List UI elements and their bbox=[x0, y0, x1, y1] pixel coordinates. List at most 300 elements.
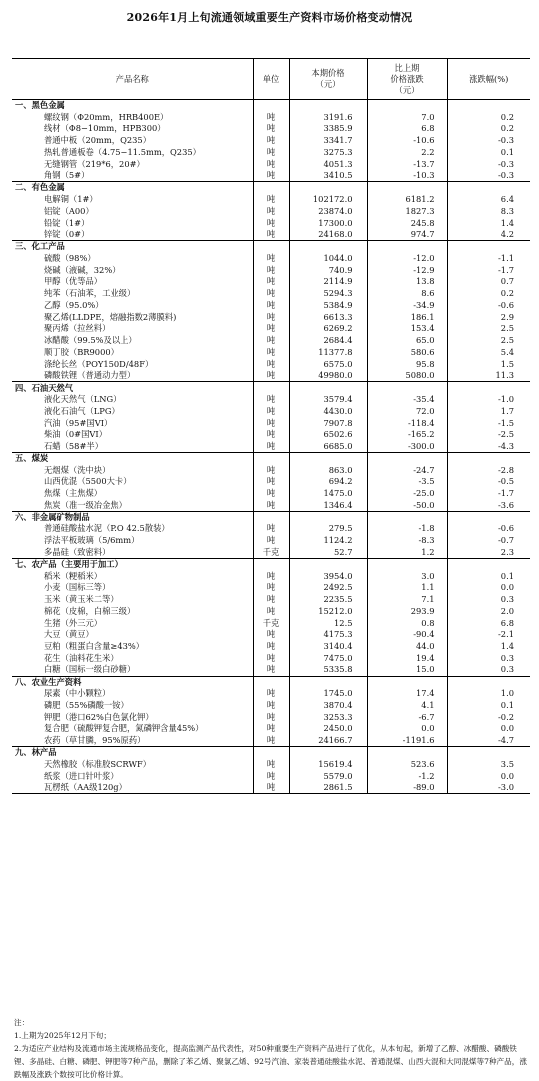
empty-cell bbox=[447, 182, 530, 194]
change-percent: -4.3 bbox=[447, 441, 530, 453]
unit: 吨 bbox=[253, 300, 289, 312]
product-name: 复合肥（硫酸钾复合肥，氮磷钾含量45%） bbox=[44, 723, 204, 734]
current-price: 49980.0 bbox=[289, 370, 367, 382]
change-percent: 0.3 bbox=[447, 652, 530, 664]
product-name: 聚乙烯(LLDPE，熔融指数2薄膜料) bbox=[44, 311, 177, 322]
unit: 吨 bbox=[253, 605, 289, 617]
current-price: 7475.0 bbox=[289, 652, 367, 664]
table-row bbox=[12, 194, 530, 206]
empty-cell bbox=[367, 100, 447, 112]
product-name: 山西优混（5500大卡） bbox=[44, 476, 132, 487]
table-row bbox=[12, 770, 530, 782]
current-price: 24166.7 bbox=[289, 735, 367, 747]
unit: 吨 bbox=[253, 417, 289, 429]
table-row bbox=[12, 347, 530, 359]
product-name: 普通中板（20mm，Q235） bbox=[44, 135, 152, 146]
table-row bbox=[12, 441, 530, 453]
table-row bbox=[12, 723, 530, 735]
change-percent: 0.3 bbox=[447, 664, 530, 676]
change-percent: 0.3 bbox=[447, 594, 530, 606]
product-name: 甲醇（优等品） bbox=[44, 276, 103, 287]
change-percent: -2.8 bbox=[447, 464, 530, 476]
current-price: 6269.2 bbox=[289, 323, 367, 335]
empty-cell bbox=[367, 558, 447, 570]
unit: 吨 bbox=[253, 782, 289, 794]
change-percent: -4.7 bbox=[447, 735, 530, 747]
table-row bbox=[12, 758, 530, 770]
price-change: -300.0 bbox=[367, 441, 447, 453]
current-price: 3341.7 bbox=[289, 135, 367, 147]
category-row bbox=[12, 452, 530, 464]
current-price: 279.5 bbox=[289, 523, 367, 535]
unit: 吨 bbox=[253, 723, 289, 735]
unit: 吨 bbox=[253, 770, 289, 782]
table-row bbox=[12, 370, 530, 382]
unit: 吨 bbox=[253, 652, 289, 664]
price-change: -89.0 bbox=[367, 782, 447, 794]
change-percent: 2.5 bbox=[447, 335, 530, 347]
table-row bbox=[12, 535, 530, 547]
empty-cell bbox=[253, 558, 289, 570]
unit: 千克 bbox=[253, 547, 289, 559]
price-change: 1.2 bbox=[367, 547, 447, 559]
price-change: 523.6 bbox=[367, 758, 447, 770]
unit: 吨 bbox=[253, 217, 289, 229]
category-row bbox=[12, 182, 530, 194]
product-name: 顺丁胶（BR9000） bbox=[44, 346, 119, 357]
unit: 千克 bbox=[253, 617, 289, 629]
current-price: 3275.3 bbox=[289, 147, 367, 159]
category-title: 二、有色金属 bbox=[12, 182, 253, 194]
price-change: 15.0 bbox=[367, 664, 447, 676]
product-name: 白糖（国标一级白砂糖） bbox=[44, 664, 136, 675]
price-change: -35.4 bbox=[367, 394, 447, 406]
product-name: 小麦（国标三等） bbox=[44, 582, 111, 593]
price-change: -12.9 bbox=[367, 264, 447, 276]
product-name: 稻米（粳稻米） bbox=[44, 570, 103, 581]
unit: 吨 bbox=[253, 476, 289, 488]
change-percent: 6.8 bbox=[447, 617, 530, 629]
change-percent: 1.4 bbox=[447, 217, 530, 229]
price-change: 186.1 bbox=[367, 311, 447, 323]
change-percent: -0.3 bbox=[447, 158, 530, 170]
price-change: -1191.6 bbox=[367, 735, 447, 747]
unit: 吨 bbox=[253, 441, 289, 453]
unit: 吨 bbox=[253, 135, 289, 147]
price-change: 2.2 bbox=[367, 147, 447, 159]
current-price: 5384.9 bbox=[289, 300, 367, 312]
product-name: 柴油（0#国VI） bbox=[44, 429, 107, 440]
unit: 吨 bbox=[253, 629, 289, 641]
empty-cell bbox=[253, 676, 289, 688]
empty-cell bbox=[289, 747, 367, 759]
change-percent: -0.5 bbox=[447, 476, 530, 488]
table-row bbox=[12, 617, 530, 629]
unit: 吨 bbox=[253, 500, 289, 512]
empty-cell bbox=[447, 241, 530, 253]
current-price: 15212.0 bbox=[289, 605, 367, 617]
product-name: 生猪（外三元） bbox=[44, 617, 103, 628]
unit: 吨 bbox=[253, 664, 289, 676]
empty-cell bbox=[447, 511, 530, 523]
empty-cell bbox=[289, 382, 367, 394]
table-row bbox=[12, 252, 530, 264]
change-percent: 2.5 bbox=[447, 323, 530, 335]
price-change: 7.1 bbox=[367, 594, 447, 606]
price-change: -3.5 bbox=[367, 476, 447, 488]
header-name: 产品名称 bbox=[115, 73, 149, 84]
price-change: -118.4 bbox=[367, 417, 447, 429]
unit: 吨 bbox=[253, 394, 289, 406]
empty-cell bbox=[367, 676, 447, 688]
current-price: 23874.0 bbox=[289, 205, 367, 217]
change-percent: -0.3 bbox=[447, 170, 530, 182]
price-change: 974.7 bbox=[367, 229, 447, 241]
product-name: 螺纹钢（Φ20mm，HRB400E） bbox=[44, 111, 169, 122]
empty-cell bbox=[253, 452, 289, 464]
unit: 吨 bbox=[253, 147, 289, 159]
price-change: 44.0 bbox=[367, 641, 447, 653]
category-title: 八、农业生产资料 bbox=[12, 676, 253, 688]
product-name: 玉米（黄玉米二等） bbox=[44, 594, 119, 605]
table-row bbox=[12, 605, 530, 617]
table-row bbox=[12, 641, 530, 653]
product-name: 锌锭（0#） bbox=[44, 229, 90, 240]
product-name: 汽油（95#国VI） bbox=[44, 417, 113, 428]
current-price: 1745.0 bbox=[289, 688, 367, 700]
product-name: 浮法平板玻璃（5/6mm） bbox=[44, 535, 140, 546]
empty-cell bbox=[447, 558, 530, 570]
change-percent: -3.6 bbox=[447, 500, 530, 512]
current-price: 6502.6 bbox=[289, 429, 367, 441]
product-name: 无缝钢管（219*6，20#） bbox=[44, 158, 145, 169]
product-name: 聚丙烯（拉丝料） bbox=[44, 323, 111, 334]
product-name: 焦炭（准一级冶金焦） bbox=[44, 499, 127, 510]
empty-cell bbox=[253, 747, 289, 759]
table-row bbox=[12, 700, 530, 712]
table-row bbox=[12, 664, 530, 676]
category-title: 六、非金属矿物制品 bbox=[12, 511, 253, 523]
current-price: 12.5 bbox=[289, 617, 367, 629]
change-percent: 1.5 bbox=[447, 358, 530, 370]
table-row bbox=[12, 147, 530, 159]
unit: 吨 bbox=[253, 405, 289, 417]
table-row bbox=[12, 417, 530, 429]
price-change: 6181.2 bbox=[367, 194, 447, 206]
product-name: 角钢（5#） bbox=[44, 170, 90, 181]
empty-cell bbox=[447, 382, 530, 394]
product-name: 尿素（中小颗粒） bbox=[44, 688, 111, 699]
note-1: 1.上期为2025年12月下旬； bbox=[14, 1031, 111, 1040]
table-row bbox=[12, 782, 530, 794]
price-table bbox=[12, 58, 530, 794]
product-name: 农药（草甘膦，95%原药） bbox=[44, 734, 146, 745]
unit: 吨 bbox=[253, 370, 289, 382]
table-row bbox=[12, 335, 530, 347]
change-percent: 2.3 bbox=[447, 547, 530, 559]
unit: 吨 bbox=[253, 123, 289, 135]
price-change: -10.6 bbox=[367, 135, 447, 147]
current-price: 6613.3 bbox=[289, 311, 367, 323]
empty-cell bbox=[367, 747, 447, 759]
price-change: 5080.0 bbox=[367, 370, 447, 382]
price-change: 1.1 bbox=[367, 582, 447, 594]
current-price: 3579.4 bbox=[289, 394, 367, 406]
current-price: 3191.6 bbox=[289, 111, 367, 123]
change-percent: -0.2 bbox=[447, 711, 530, 723]
product-name: 无烟煤（洗中块） bbox=[44, 464, 111, 475]
current-price: 863.0 bbox=[289, 464, 367, 476]
current-price: 2492.5 bbox=[289, 582, 367, 594]
unit: 吨 bbox=[253, 688, 289, 700]
empty-cell bbox=[367, 452, 447, 464]
header-price: 本期价格 （元） bbox=[289, 59, 367, 100]
product-name: 冰醋酸（99.5%及以上） bbox=[44, 335, 137, 346]
current-price: 3870.4 bbox=[289, 700, 367, 712]
price-change: -6.7 bbox=[367, 711, 447, 723]
current-price: 2684.4 bbox=[289, 335, 367, 347]
price-change: 17.4 bbox=[367, 688, 447, 700]
unit: 吨 bbox=[253, 429, 289, 441]
empty-cell bbox=[289, 100, 367, 112]
change-percent: 0.0 bbox=[447, 770, 530, 782]
price-change: -50.0 bbox=[367, 500, 447, 512]
change-percent: -0.6 bbox=[447, 300, 530, 312]
category-row bbox=[12, 747, 530, 759]
category-row bbox=[12, 676, 530, 688]
empty-cell bbox=[289, 241, 367, 253]
change-percent: 2.0 bbox=[447, 605, 530, 617]
price-change: 8.6 bbox=[367, 288, 447, 300]
change-percent: 3.5 bbox=[447, 758, 530, 770]
unit: 吨 bbox=[253, 594, 289, 606]
unit: 吨 bbox=[253, 111, 289, 123]
table-row bbox=[12, 158, 530, 170]
current-price: 4430.0 bbox=[289, 405, 367, 417]
table-row bbox=[12, 629, 530, 641]
header-unit: 单位 bbox=[253, 59, 289, 100]
product-name: 普通硅酸盐水泥（P.O 42.5散装） bbox=[44, 523, 170, 534]
table-row bbox=[12, 594, 530, 606]
table-row bbox=[12, 170, 530, 182]
change-percent: -1.5 bbox=[447, 417, 530, 429]
current-price: 5294.3 bbox=[289, 288, 367, 300]
category-title: 九、林产品 bbox=[12, 747, 253, 759]
current-price: 1346.4 bbox=[289, 500, 367, 512]
product-name: 烧碱（液碱，32%） bbox=[44, 264, 121, 275]
empty-cell bbox=[253, 511, 289, 523]
current-price: 15619.4 bbox=[289, 758, 367, 770]
empty-cell bbox=[253, 182, 289, 194]
product-name: 线材（Φ8−10mm，HPB300） bbox=[44, 123, 166, 134]
unit: 吨 bbox=[253, 311, 289, 323]
unit: 吨 bbox=[253, 229, 289, 241]
table-row bbox=[12, 711, 530, 723]
current-price: 24168.0 bbox=[289, 229, 367, 241]
change-percent: 0.1 bbox=[447, 700, 530, 712]
price-change: 245.8 bbox=[367, 217, 447, 229]
current-price: 694.2 bbox=[289, 476, 367, 488]
table-row bbox=[12, 358, 530, 370]
category-title: 三、化工产品 bbox=[12, 241, 253, 253]
current-price: 17300.0 bbox=[289, 217, 367, 229]
current-price: 5579.0 bbox=[289, 770, 367, 782]
product-name: 磷酸铁锂（普通动力型） bbox=[44, 370, 136, 381]
table-row bbox=[12, 288, 530, 300]
table-row bbox=[12, 652, 530, 664]
unit: 吨 bbox=[253, 735, 289, 747]
category-title: 五、煤炭 bbox=[12, 452, 253, 464]
table-row bbox=[12, 476, 530, 488]
product-name: 热轧普通板卷（4.75−11.5mm，Q235） bbox=[44, 146, 201, 157]
empty-cell bbox=[447, 747, 530, 759]
current-price: 4175.3 bbox=[289, 629, 367, 641]
unit: 吨 bbox=[253, 700, 289, 712]
product-name: 棉花（皮棉，白棉三级） bbox=[44, 605, 136, 616]
current-price: 3410.5 bbox=[289, 170, 367, 182]
current-price: 2235.5 bbox=[289, 594, 367, 606]
table-row bbox=[12, 205, 530, 217]
price-change: 580.6 bbox=[367, 347, 447, 359]
note-2: 2.为适应产业结构及流通市场主流规格品变化，提高监测产品代表性，对50种重要生产资料产品进行了优化，从本旬起，新增了乙醇、冰醋酸、磷酸铁锂、多晶硅、白糖、磷肥、钾肥等7种产品，删除了苯乙烯、聚氯乙烯、92号汽油、家装普通硅酸盐水泥、普通混煤、山西大混和大同混煤等7种产品，涨跌幅及涨跌个数按可比价格计算。 bbox=[14, 1044, 527, 1079]
category-row bbox=[12, 511, 530, 523]
product-name: 乙醇（95.0%） bbox=[44, 299, 104, 310]
product-name: 液化天然气（LNG） bbox=[44, 394, 122, 405]
change-percent: 1.0 bbox=[447, 688, 530, 700]
empty-cell bbox=[367, 511, 447, 523]
table-row bbox=[12, 547, 530, 559]
current-price: 2450.0 bbox=[289, 723, 367, 735]
price-change: 0.0 bbox=[367, 723, 447, 735]
change-percent: -0.7 bbox=[447, 535, 530, 547]
price-change: 95.8 bbox=[367, 358, 447, 370]
table-row bbox=[12, 488, 530, 500]
current-price: 6575.0 bbox=[289, 358, 367, 370]
table-row bbox=[12, 464, 530, 476]
current-price: 3140.4 bbox=[289, 641, 367, 653]
unit: 吨 bbox=[253, 288, 289, 300]
price-change: -12.0 bbox=[367, 252, 447, 264]
table-row bbox=[12, 523, 530, 535]
notes-label: 注： bbox=[14, 1018, 30, 1027]
empty-cell bbox=[253, 100, 289, 112]
change-percent: 4.2 bbox=[447, 229, 530, 241]
table-row bbox=[12, 264, 530, 276]
price-change: -1.2 bbox=[367, 770, 447, 782]
empty-cell bbox=[289, 511, 367, 523]
unit: 吨 bbox=[253, 535, 289, 547]
product-name: 硫酸（98%） bbox=[44, 252, 96, 263]
table-row bbox=[12, 300, 530, 312]
current-price: 7907.8 bbox=[289, 417, 367, 429]
empty-cell bbox=[289, 558, 367, 570]
category-title: 一、黑色金属 bbox=[15, 100, 65, 111]
category-row bbox=[12, 241, 530, 253]
product-name: 铝锭（A00） bbox=[44, 205, 94, 216]
table-row bbox=[12, 123, 530, 135]
change-percent: -1.7 bbox=[447, 264, 530, 276]
empty-cell bbox=[367, 182, 447, 194]
change-percent: -3.0 bbox=[447, 782, 530, 794]
change-percent: 2.9 bbox=[447, 311, 530, 323]
empty-cell bbox=[253, 382, 289, 394]
price-change: -25.0 bbox=[367, 488, 447, 500]
current-price: 4051.3 bbox=[289, 158, 367, 170]
unit: 吨 bbox=[253, 264, 289, 276]
notes bbox=[14, 1016, 530, 1081]
product-name: 豆粕（粗蛋白含量≥43%） bbox=[44, 641, 145, 652]
table-row bbox=[12, 735, 530, 747]
category-title: 四、石油天然气 bbox=[12, 382, 253, 394]
change-percent: 11.3 bbox=[447, 370, 530, 382]
product-name: 液化石油气（LPG） bbox=[44, 405, 120, 416]
price-change: 4.1 bbox=[367, 700, 447, 712]
table-row bbox=[12, 311, 530, 323]
change-percent: 1.7 bbox=[447, 405, 530, 417]
current-price: 3954.0 bbox=[289, 570, 367, 582]
product-name: 纯苯（石油苯，工业级） bbox=[44, 288, 136, 299]
unit: 吨 bbox=[253, 358, 289, 370]
change-percent: 0.7 bbox=[447, 276, 530, 288]
current-price: 1044.0 bbox=[289, 252, 367, 264]
table-row bbox=[12, 405, 530, 417]
current-price: 3385.9 bbox=[289, 123, 367, 135]
empty-cell bbox=[447, 676, 530, 688]
table-body bbox=[12, 100, 530, 794]
price-change: 293.9 bbox=[367, 605, 447, 617]
unit: 吨 bbox=[253, 464, 289, 476]
change-percent: -1.1 bbox=[447, 252, 530, 264]
product-name: 瓦楞纸（AA级120g） bbox=[12, 782, 253, 794]
price-change: -34.9 bbox=[367, 300, 447, 312]
unit: 吨 bbox=[253, 488, 289, 500]
unit: 吨 bbox=[253, 252, 289, 264]
change-percent: 0.2 bbox=[447, 288, 530, 300]
unit: 吨 bbox=[253, 711, 289, 723]
price-change: -1.8 bbox=[367, 523, 447, 535]
product-name: 花生（油料花生米） bbox=[44, 652, 119, 663]
change-percent: -0.6 bbox=[447, 523, 530, 535]
current-price: 2114.9 bbox=[289, 276, 367, 288]
page-title: 2026年1月上旬流通领域重要生产资料市场价格变动情况 bbox=[126, 11, 413, 24]
price-change: -8.3 bbox=[367, 535, 447, 547]
change-percent: -1.0 bbox=[447, 394, 530, 406]
empty-cell bbox=[447, 452, 530, 464]
table-row bbox=[12, 394, 530, 406]
product-name: 磷肥（55%磷酸一铵） bbox=[44, 699, 129, 710]
change-percent: 8.3 bbox=[447, 205, 530, 217]
price-change: 7.0 bbox=[367, 111, 447, 123]
table-row bbox=[12, 276, 530, 288]
empty-cell bbox=[289, 676, 367, 688]
change-percent: 0.2 bbox=[447, 123, 530, 135]
change-percent: 5.4 bbox=[447, 347, 530, 359]
table-row bbox=[12, 229, 530, 241]
price-change: -24.7 bbox=[367, 464, 447, 476]
price-change: 0.8 bbox=[367, 617, 447, 629]
empty-cell bbox=[253, 241, 289, 253]
category-row bbox=[12, 100, 530, 112]
table-row bbox=[12, 582, 530, 594]
current-price: 740.9 bbox=[289, 264, 367, 276]
product-name: 大豆（黄豆） bbox=[44, 629, 94, 640]
price-change: -10.3 bbox=[367, 170, 447, 182]
table-row bbox=[12, 323, 530, 335]
change-percent: -2.1 bbox=[447, 629, 530, 641]
price-change: 72.0 bbox=[367, 405, 447, 417]
change-percent: 0.1 bbox=[447, 570, 530, 582]
change-percent: -0.3 bbox=[447, 135, 530, 147]
